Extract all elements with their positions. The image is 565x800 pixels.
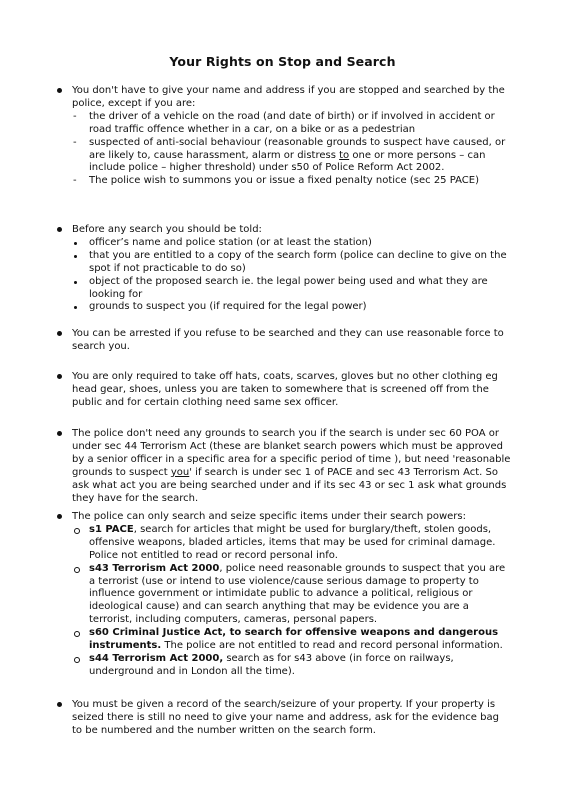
section-arrest: You can be arrested if you refuse to be searched and they can use reasonable force to search you. xyxy=(72,328,512,354)
bullet xyxy=(57,431,62,436)
dash-marker: - xyxy=(73,175,77,187)
dot-marker xyxy=(74,255,77,258)
list-item: s44 Terrorism Act 2000, search as for s43 above (in force on railways, underground and in London all the time). xyxy=(72,653,512,679)
list-item: - suspected of anti-social behaviour (reasonable grounds to suspect have caused, or are likely to, cause harassment, alarm or distress to one or more persons – can include police – higher threshold) under s50 of Police Reform Act 2002. xyxy=(73,136,506,174)
bullet xyxy=(57,374,62,379)
list-item: object of the proposed search ie. the legal power being used and what they are looking for xyxy=(72,276,512,302)
list-item: officer’s name and police station (or at least the station) xyxy=(72,237,512,250)
section-intro: Before any search you should be told: xyxy=(72,224,262,235)
section-search-powers xyxy=(72,511,512,679)
page-title: Your Rights on Stop and Search xyxy=(169,54,396,69)
bullet xyxy=(57,702,62,707)
section-name-address xyxy=(72,85,512,188)
dot-marker xyxy=(74,281,77,284)
bullet xyxy=(57,514,62,519)
dot-marker xyxy=(74,306,77,309)
dot-marker xyxy=(74,242,77,245)
bullet xyxy=(57,227,62,232)
list-item: - the driver of a vehicle on the road (and date of birth) or if involved in accident or road traffic offence whether in a car, on a bike or as a pedestrian xyxy=(73,110,495,135)
section-intro: You don't have to give your name and address if you are stopped and searched by the police, except if you are: xyxy=(72,85,505,109)
dash-marker: - xyxy=(73,110,77,122)
bullet xyxy=(57,331,62,336)
list-item: that you are entitled to a copy of the search form (police can decline to give on the spot if not practicable to do so) xyxy=(72,250,512,276)
section-intro: The police can only search and seize specific items under their search powers: xyxy=(72,511,466,522)
section-before-search xyxy=(72,224,512,314)
section-grounds: The police don't need any grounds to search you if the search is under sec 60 POA or under sec 44 Terrorism Act (these are blanket search powers which must be approved by a senior officer in a specific area for a specific period of time ), but need 'reasonable grounds to suspect you' if search is under sec 1 of PACE and sec 43 Terrorism Act. So ask what act you are being searched under and if its sec 43 or sec 1 ask what grounds they have for the search. xyxy=(72,428,512,505)
circle-marker xyxy=(74,657,80,663)
circle-marker xyxy=(74,567,80,573)
bullet xyxy=(57,88,62,93)
list-item: grounds to suspect you (if required for the legal power) xyxy=(72,301,512,314)
list-item: s1 PACE, search for articles that might be used for burglary/theft, stolen goods, offensive weapons, bladed articles, items that may be used for criminal damage. Police not entitled to read or record personal info. xyxy=(72,524,512,563)
circle-marker xyxy=(74,528,80,534)
section-record: You must be given a record of the search/seizure of your property. If your property is seized there is still no need to give your name and address, ask for the evidence bag to be numbered and the number written on the search form. xyxy=(72,699,512,738)
dash-marker: - xyxy=(73,136,77,148)
circle-marker xyxy=(74,631,80,637)
section-clothing: You are only required to take off hats, coats, scarves, gloves but no other clothing eg head gear, shoes, unless you are taken to somewhere that is screened off from the public and for certain clothing need same sex officer. xyxy=(72,371,512,410)
list-item: s60 Criminal Justice Act, to search for offensive weapons and dangerous instruments. The police are not entitled to read and record personal information. xyxy=(72,627,512,653)
list-item: - The police wish to summons you or issue a fixed penalty notice (sec 25 PACE) xyxy=(73,175,479,187)
list-item: s43 Terrorism Act 2000, police need reasonable grounds to suspect that you are a terrorist (use or intend to use violence/cause serious damage to property to influence government or intimidate public to advance a political, religious or ideological cause) and can search anything that may be evidence you are a terrorist, including computers, cameras, personal papers. xyxy=(72,563,512,628)
